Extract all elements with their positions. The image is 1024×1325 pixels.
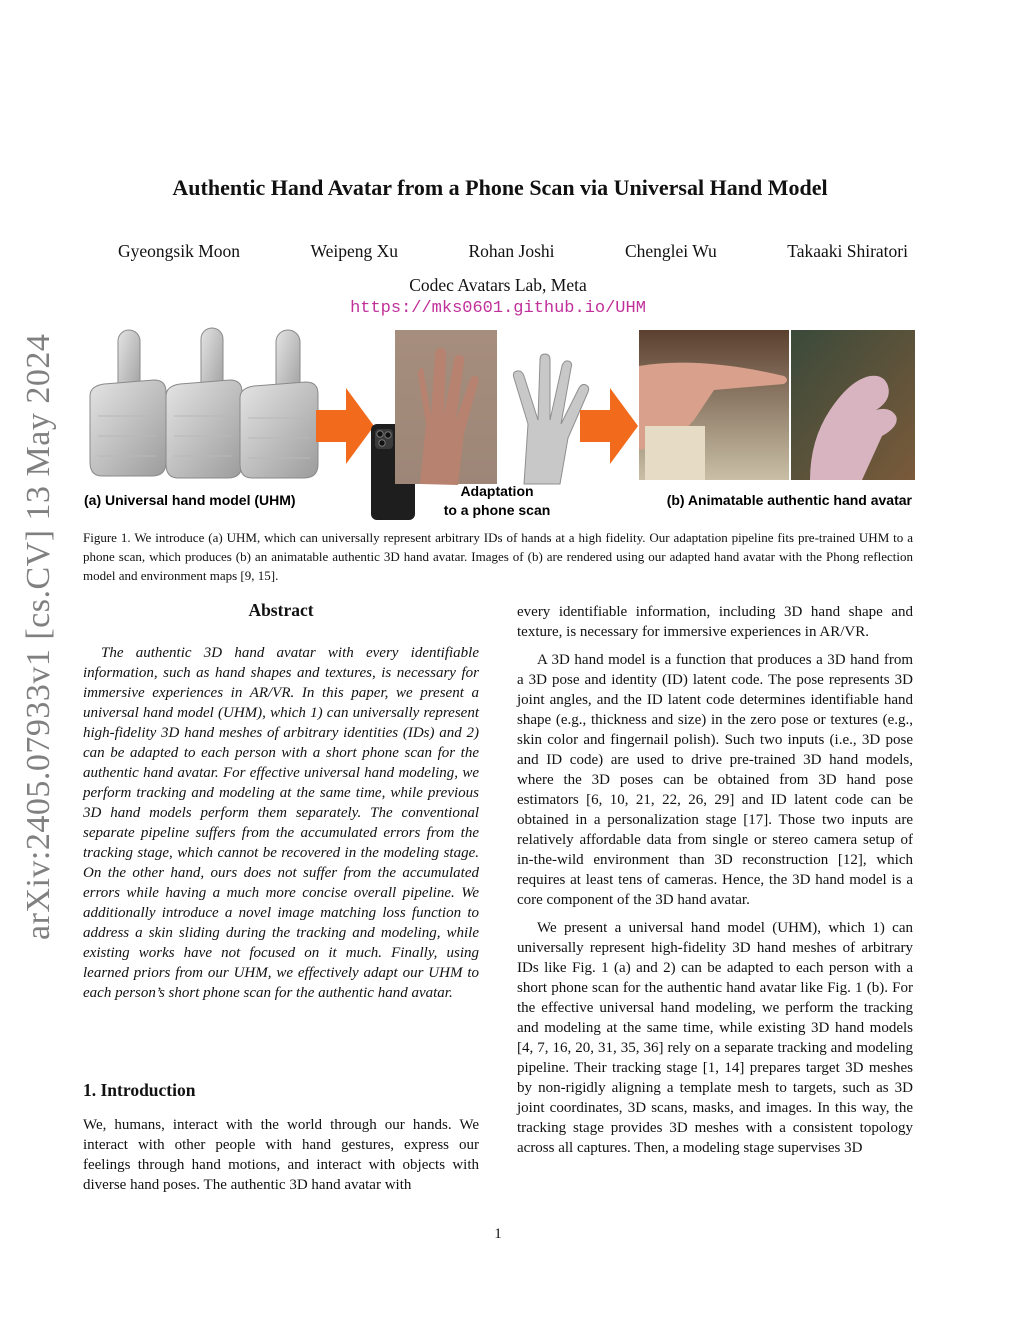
paper-title: Authentic Hand Avatar from a Phone Scan via Universal Hand Model: [172, 175, 828, 200]
intro-left-paragraph: We, humans, interact with the world through our hands. We interact with other people with hand gestures, express our feelings through hand motions, and interact with objects with diverse hand poses. The authentic 3D hand avatar with: [83, 1117, 479, 1193]
intro-paragraph: We present a universal hand model (UHM), which 1) can universally represent high-fidelity 3D hand meshes of arbitrary IDs like Fig. 1 (a) and 2) can be adapted to each person with a short phone scan for the authentic hand avatar like Fig. 1 (b). For the effective universal hand modeling, we perform the tracking and modeling at the same time, while existing 3D hand models [4, 7, 16, 20, 31, 35, 36] rely on a separate tracking and modeling pipeline. Their tracking stage [1, 14] prepares target 3D meshes by non-rigidly aligning a template mesh to targets, such as 3D joint coordinates, 3D scans, masks, and images. In this way, the tracking stage provides 3D meshes with a consistent topology across all captures. Then, a modeling stage supervises 3D: [517, 920, 913, 1156]
page-number: 1: [494, 1226, 502, 1242]
uhm-hand-render-3: [240, 330, 318, 478]
project-url-link[interactable]: https://mks0601.github.io/UHM: [350, 299, 646, 318]
arxiv-stamp: arXiv:2405.07933v1 [cs.CV] 13 May 2024: [20, 333, 57, 940]
author-name: Weipeng Xu: [310, 241, 398, 261]
abstract-heading: Abstract: [248, 600, 314, 620]
author-name: Rohan Joshi: [468, 241, 555, 261]
section-heading-introduction: 1. Introduction: [83, 1080, 196, 1100]
figure-label-adaptation: Adaptation: [460, 483, 534, 499]
phone-scan-photo: [395, 330, 497, 485]
fitted-mesh-hand: [513, 354, 588, 484]
figure-label-phone-scan: to a phone scan: [443, 502, 551, 518]
uhm-hand-render-1: [90, 330, 166, 476]
author-name: Gyeongsik Moon: [118, 241, 241, 261]
figure-label-a: (a) Universal hand model (UHM): [84, 492, 296, 508]
arrow-right-icon: [580, 388, 638, 464]
abstract-text: The authentic 3D hand avatar with every identifiable information, such as hand shapes and textures, is necessary for immersive experiences in AR/VR. In this paper, we present a universal hand model (UHM), which 1) can universally represent high-fidelity 3D hand meshes of arbitrary identities (IDs) and 2) can be adapted to each person with a short phone scan for the authentic hand avatar. For effective universal hand modeling, we perform tracking and modeling at the same time, while previous 3D hand models perform them separately. The conventional separate pipeline suffers from the accumulated errors from the tracking stage, which cannot be recovered in the modeling stage. On the other hand, ours does not suffer from the accumulated errors while having a much more concise overall pipeline. We additionally introduce a novel image matching loss function to address a skin sliding during the tracking and modeling, while existing works have not focused on it much. Finally, using learned priors from our UHM, we effectively adapt our UHM to each person’s short phone scan for the authentic hand avatar.: [83, 645, 479, 1001]
author-name: Takaaki Shiratori: [787, 241, 908, 261]
right-column: [517, 602, 913, 1158]
figure-1: [80, 326, 920, 526]
affiliation: Codec Avatars Lab, Meta: [409, 275, 587, 295]
uhm-hand-render-2: [166, 328, 242, 478]
intro-paragraph: A 3D hand model is a function that produces a 3D hand from a 3D pose and identity (ID) latent code. The pose represents 3D joint angles, and the ID latent code determines identifiable hand shape (e.g., thickness and size) in the zero pose or textures (e.g., skin color and fingernail polish). Such two inputs (i.e., 3D pose and ID code) are used to drive pre-trained 3D hand models, where the 3D poses can be obtained from 3D hand pose estimators [6, 10, 21, 22, 26, 29] and ID latent code can be obtained in a personalization stage [17]. Those two inputs are relatively affordable data from single or stereo camera setup of in-the-wild environment than 3D reconstruction [12], which requires at least tens of cameras. Hence, the 3D hand model is a core component of the 3D hand avatar.: [517, 652, 913, 908]
figure-caption: Figure 1. We introduce (a) UHM, which can universally represent arbitrary IDs of hands at a high fidelity. Our adaptation pipeline fits pre-trained UHM to a phone scan, which produces (b) an animatable authentic 3D hand avatar. Images of (b) are rendered using our adapted hand avatar with the Phong reflection model and environment maps [9, 15].: [83, 530, 913, 583]
author-name: Chenglei Wu: [624, 241, 717, 261]
figure-label-b: (b) Animatable authentic hand avatar: [666, 492, 912, 508]
intro-paragraph: every identifiable information, including 3D hand shape and texture, is necessary for immersive experiences in AR/VR.: [517, 604, 913, 640]
avatar-render-1: [639, 330, 789, 480]
author-list: [118, 241, 908, 262]
avatar-render-2: [791, 330, 915, 480]
arrow-right-icon: [316, 388, 374, 464]
